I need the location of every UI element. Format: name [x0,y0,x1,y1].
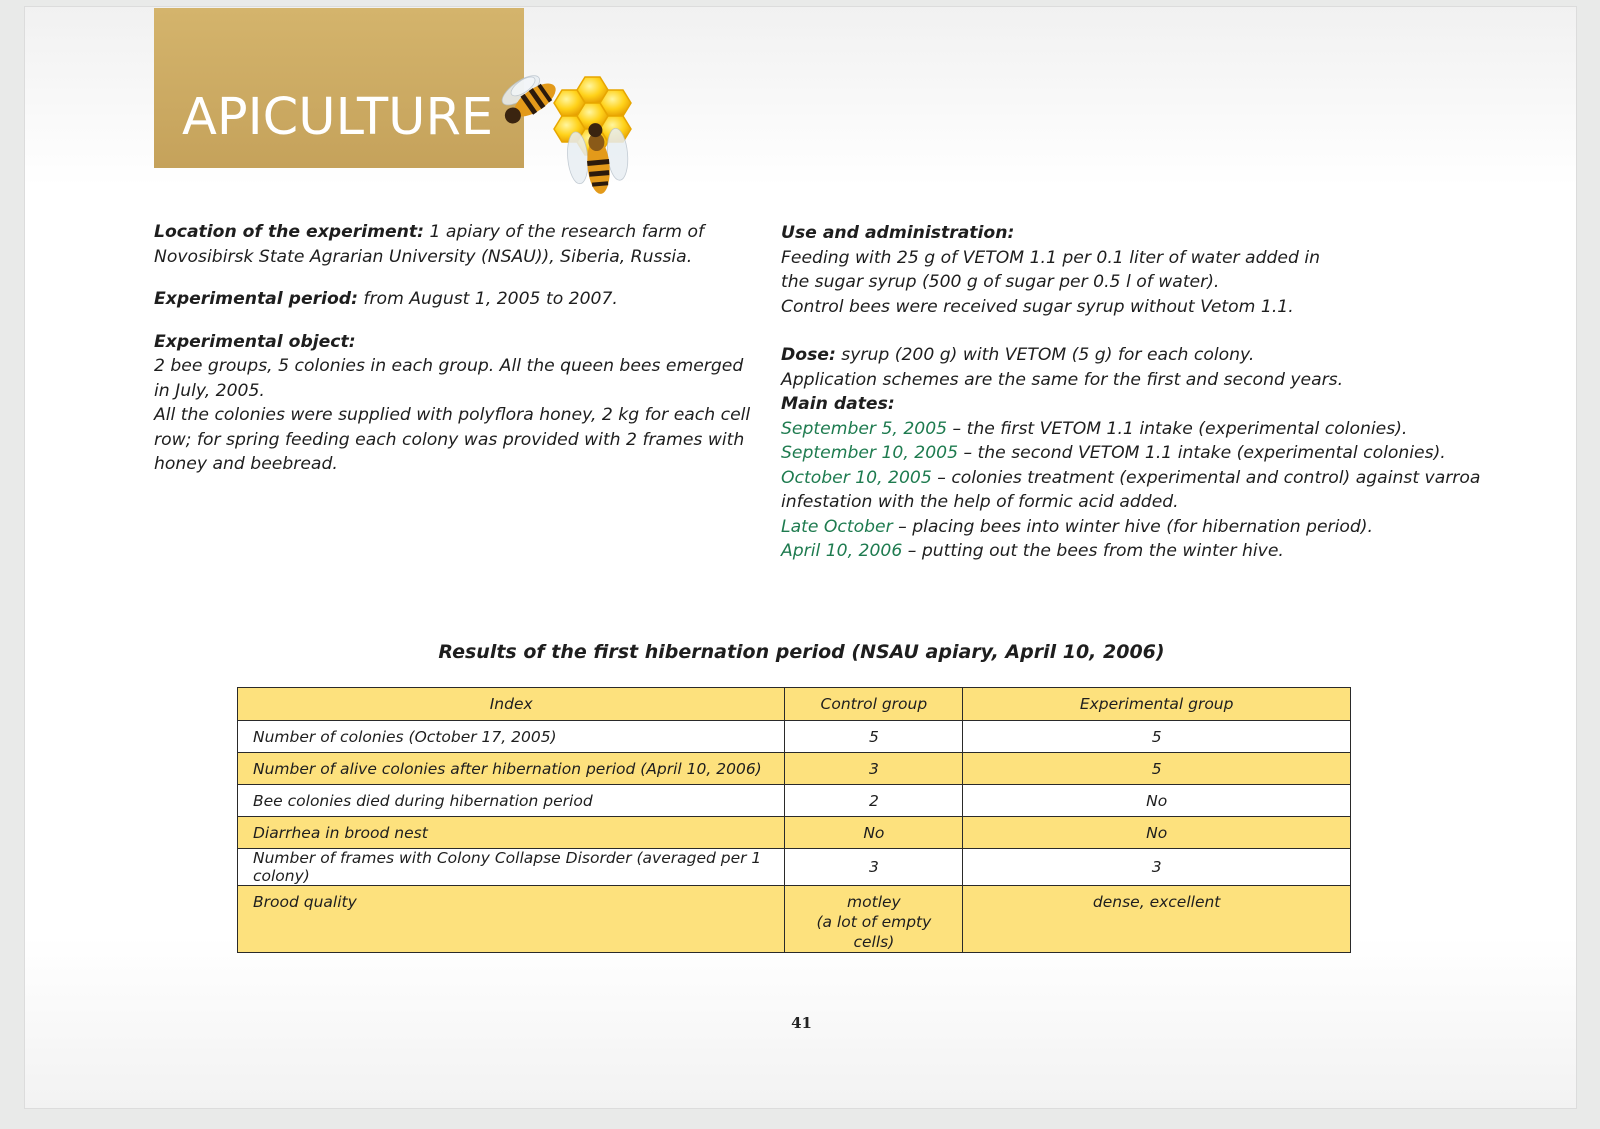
results-table [237,687,1351,953]
index-cell: Number of frames with Colony Collapse Disorder (averaged per 1 colony) [238,849,785,886]
period-text: from August 1, 2005 to 2007. [357,289,618,309]
index-cell: Number of alive colonies after hibernation period (April 10, 2006) [238,753,785,785]
date-entry [781,441,1571,466]
date-description: – colonies treatment (experimental and control) against varroa [931,467,1481,488]
control-cell: 2 [785,785,963,817]
dose-paragraph [781,343,1571,368]
column-header: Index [238,688,785,721]
experiment-details [154,220,754,477]
period-paragraph [154,287,754,312]
location-label: Location of the experiment: [154,222,425,242]
date-value: April 10, 2006 [781,541,903,561]
experimental-cell: 5 [963,721,1351,753]
experimental-cell: dense, excellent [963,886,1351,953]
document-page [24,6,1577,1109]
table-header-row [238,688,1351,721]
section-title: APICULTURE [182,88,494,147]
table-row [238,817,1351,849]
table-row [238,849,1351,886]
table-title: Results of the first hibernation period (NSAU apiary, April 10, 2006) [438,641,1165,663]
location-paragraph [154,220,754,269]
date-description: – the second VETOM 1.1 intake (experimental colonies). [958,443,1446,463]
index-cell: Brood quality [238,886,785,953]
section-banner [154,8,524,168]
experimental-cell: 5 [963,753,1351,785]
date-entry [781,417,1571,442]
control-cell: 3 [785,849,963,886]
table-row [238,886,1351,953]
use-line: the sugar syrup (500 g of sugar per 0.5 l of water). [781,272,1220,292]
date-entry [781,466,1571,491]
control-cell: No [785,817,963,849]
date-entry [781,539,1571,564]
date-value: September 5, 2005 [781,418,948,439]
date-value: Late October [781,516,893,537]
date-description: – placing bees into winter hive (for hibernation period). [892,516,1373,537]
date-description: infestation with the help of formic acid added. [781,492,1179,512]
location-text: 1 apiary of the research farm of Novosibirsk State Agrarian University (NSAU)), Siberia, Russia. [154,222,705,267]
table-row [238,785,1351,817]
control-value: motley [847,893,901,911]
bees-honeycomb-illustration [490,52,670,202]
index-cell: Diarrhea in brood nest [238,817,785,849]
object-line: 2 bee groups, 5 colonies in each group. All the queen bees emerged in July, 2005. [154,356,744,401]
period-label: Experimental period: [154,289,358,309]
experimental-cell: 3 [963,849,1351,886]
dose-label: Dose: [781,345,836,365]
use-line: Control bees were received sugar syrup without Vetom 1.1. [781,296,1294,317]
date-description: – the first VETOM 1.1 intake (experimental colonies). [947,418,1408,439]
object-label: Experimental object: [154,331,356,352]
column-header: Experimental group [963,688,1351,721]
index-cell: Bee colonies died during hibernation period [238,785,785,817]
dose-text: syrup (200 g) with VETOM (5 g) for each colony. [835,345,1255,365]
bee-icon [565,121,631,197]
date-value: September 10, 2005 [781,443,959,463]
date-entry [781,515,1571,540]
use-label: Use and administration: [781,223,1015,243]
experimental-cell: No [963,785,1351,817]
control-note: (a lot of empty cells) [816,913,932,951]
control-cell: 5 [785,721,963,753]
table-row [238,753,1351,785]
control-cell [785,886,963,953]
schemes-text: Application schemes are the same for the first and second years. [781,369,1344,390]
main-dates-label: Main dates: [781,394,895,414]
object-line: All the colonies were supplied with polyflora honey, 2 kg for each cell row; for spring feeding each colony was provided with 2 frames with honey and beebread. [154,405,751,474]
table-row [238,721,1351,753]
index-cell: Number of colonies (October 17, 2005) [238,721,785,753]
page-number: 41 [791,1014,812,1032]
date-value: October 10, 2005 [781,467,932,488]
use-line: Feeding with 25 g of VETOM 1.1 per 0.1 liter of water added in [781,247,1321,268]
date-entry-continuation [781,490,1571,515]
administration-details [781,221,1571,564]
column-header: Control group [785,688,963,721]
control-cell: 3 [785,753,963,785]
date-description: – putting out the bees from the winter hive. [902,541,1284,561]
bee-icon [492,66,561,129]
experimental-cell: No [963,817,1351,849]
